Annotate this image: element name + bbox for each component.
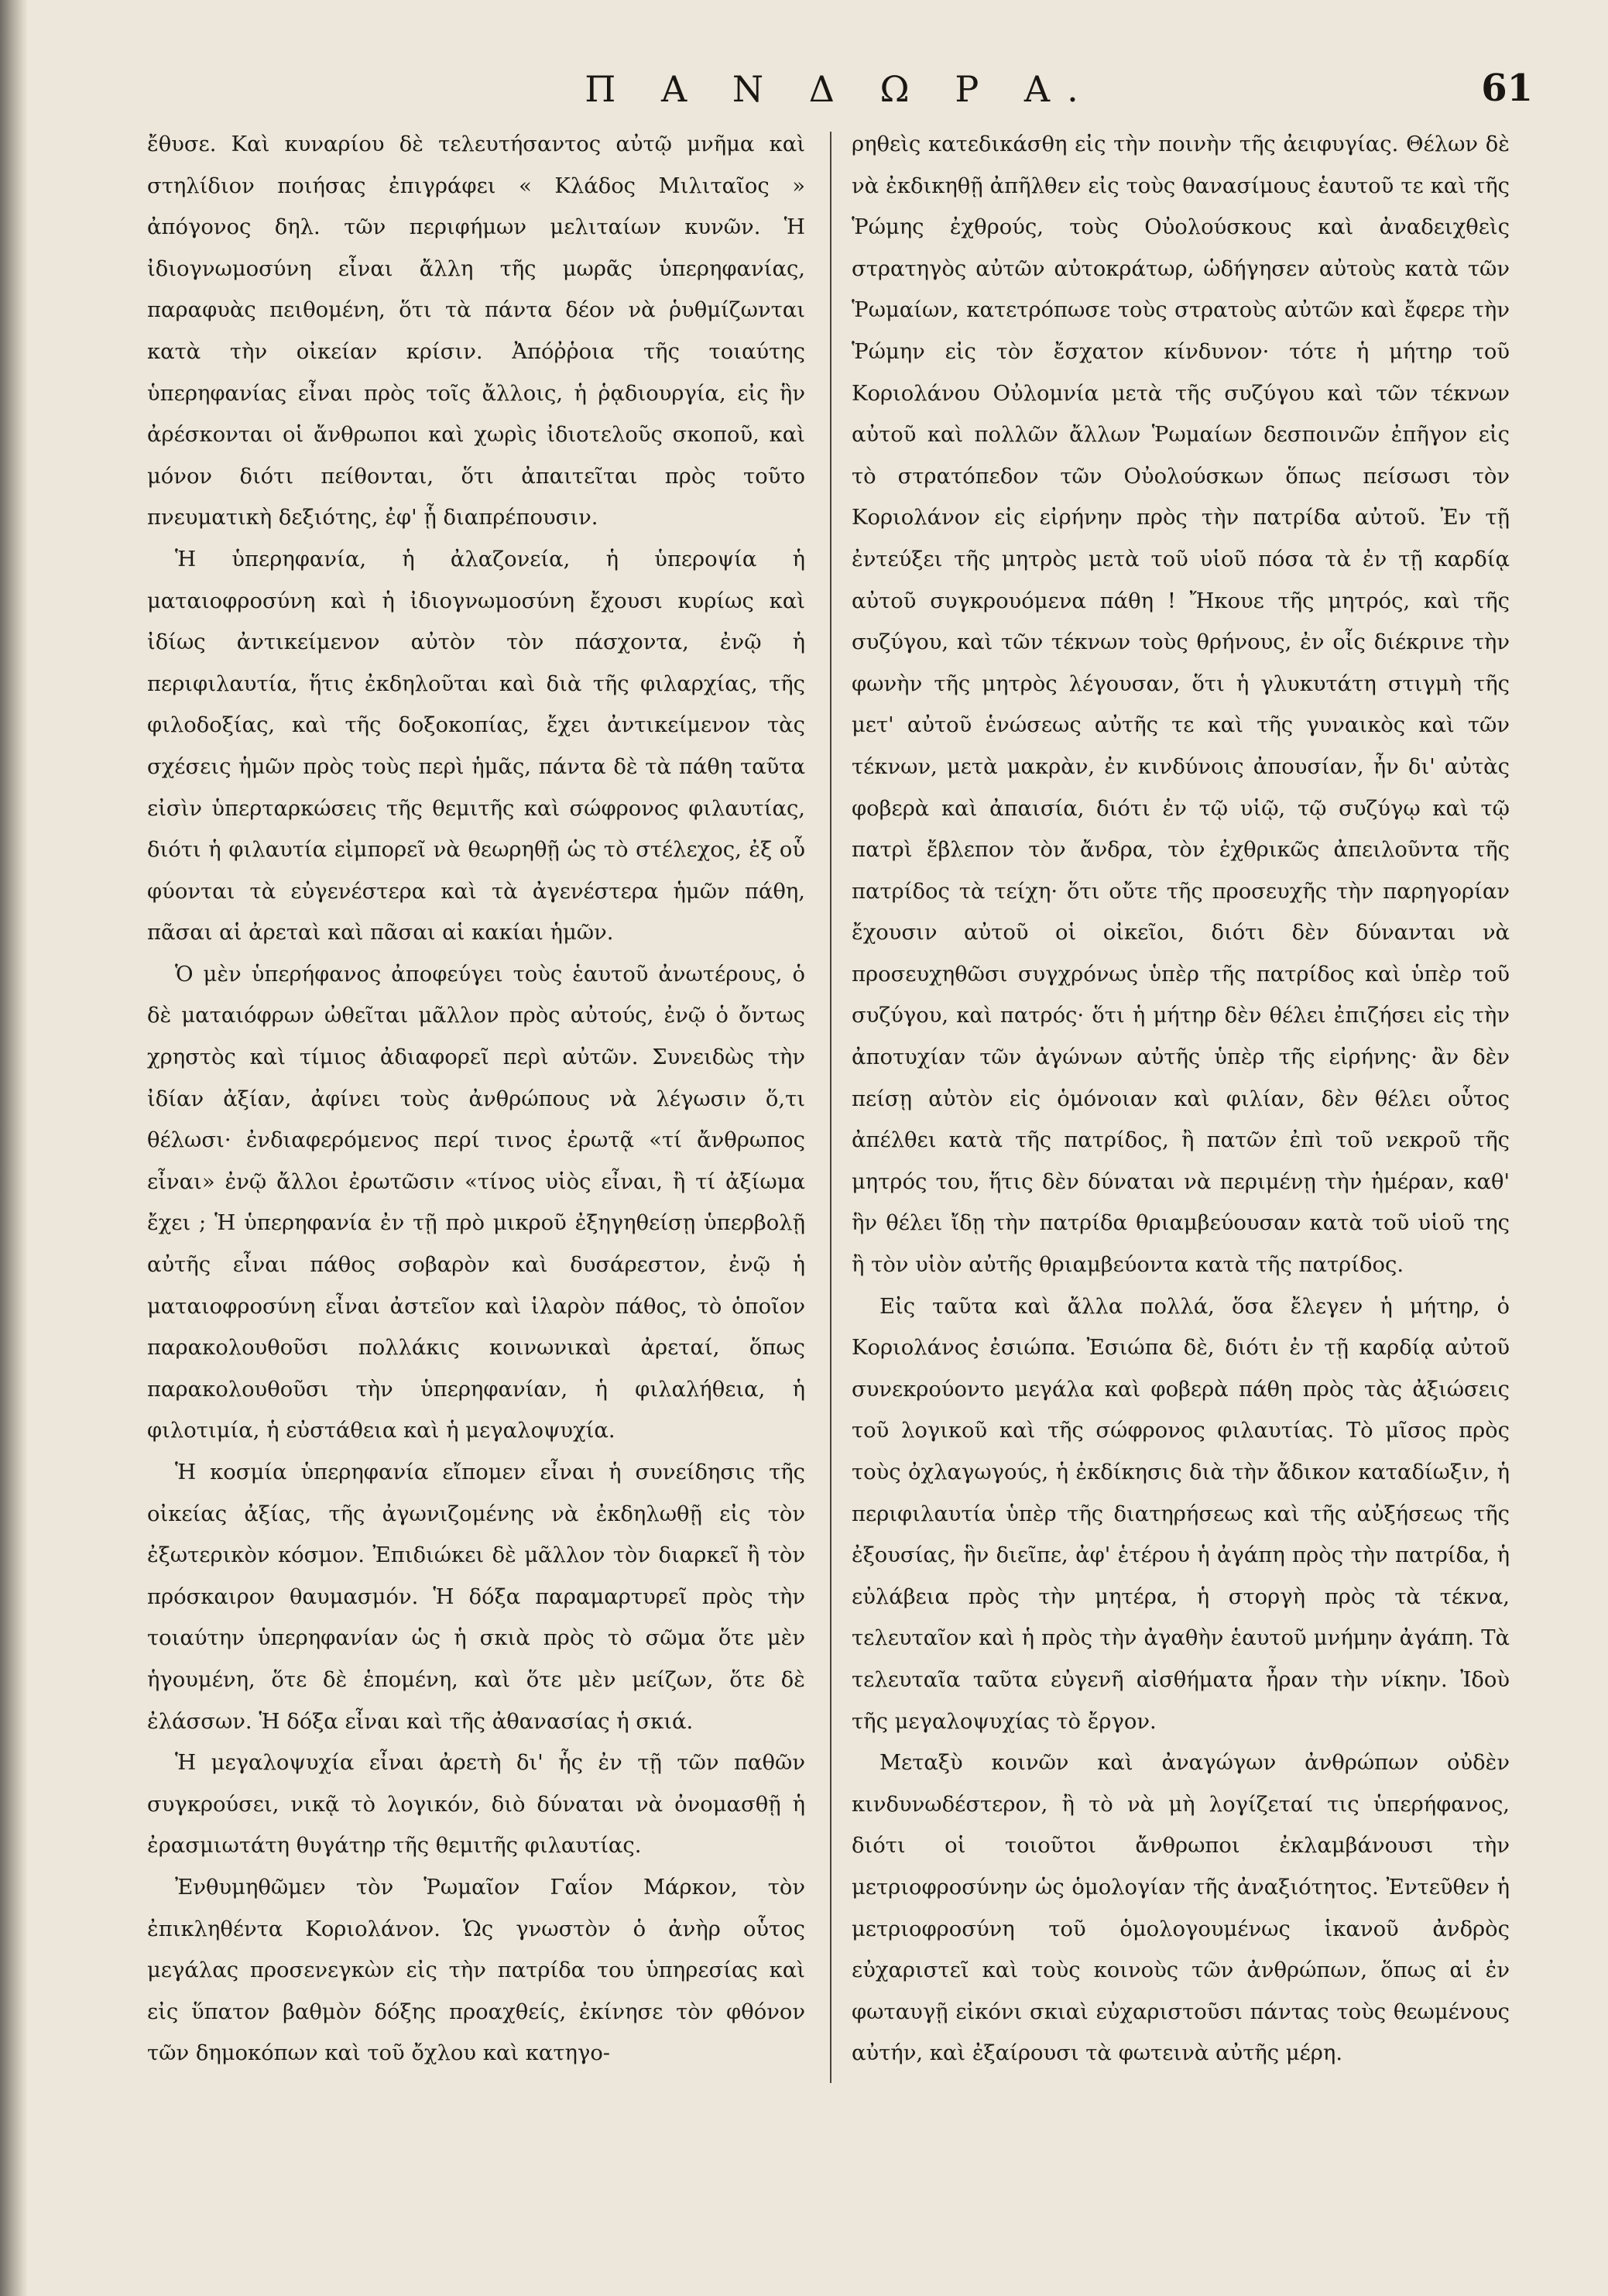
page-number: 61 (1481, 67, 1533, 110)
paragraph: Ἡ κοσμία ὑπερηφανία εἴπομεν εἶναι ἡ συνείδησις τῆς οἰκείας ἀξίας, τῆς ἀγωνιζομένης νὰ ἐκδηλωθῇ εἰς τὸν ἐξωτερικὸν κόσμον. Ἐπιδιώκει δὲ μᾶλλον τὸν διαρκεῖ ἢ τὸν πρόσκαιρον θαυμασμόν. Ἡ δόξα παραμαρτυρεῖ πρὸς τὴν τοιαύτην ὑπερηφανίαν ὡς ἡ σκιὰ πρὸς τὸ σῶμα ὅτε μὲν ἡγουμένη, ὅτε δὲ ἑπομένη, καὶ ὅτε μὲν μείζων, ὅτε δὲ ἐλάσσων. Ἡ δόξα εἶναι καὶ τῆς ἀθανασίας ἡ σκιά. (147, 1460, 805, 1734)
page-header (147, 62, 1533, 124)
paragraph: ρηθεὶς κατεδικάσθη εἰς τὴν ποινὴν τῆς ἀειφυγίας. Θέλων δὲ νὰ ἐκδικηθῇ ἀπῆλθεν εἰς τοὺς θανασίμους ἑαυτοῦ τε καὶ τῆς Ῥώμης ἐχθρούς, τοὺς Οὐολούσκους καὶ ἀναδειχθεὶς στρατηγὸς αὐτῶν αὐτοκράτωρ, ὡδήγησεν αὐτοὺς κατὰ τῶν Ῥωμαίων, κατετρόπωσε τοὺς στρατοὺς αὐτῶν καὶ ἔφερε τὴν Ῥώμην εἰς τὸν ἔσχατον κίνδυνον· τότε ἡ μήτηρ τοῦ Κοριολάνου Οὐλομνία μετὰ τῆς συζύγου καὶ τῶν τέκνων αὐτοῦ καὶ πολλῶν ἄλλων Ῥωμαίων δεσποινῶν ἐπῆγον εἰς τὸ στρατόπεδον τῶν Οὐολούσκων ὅπως πείσωσι τὸν Κοριολάνον εἰς εἰρήνην πρὸς τὴν πατρίδα αὐτοῦ. Ἐν τῇ ἐντεύξει τῆς μητρὸς μετὰ τοῦ υἱοῦ πόσα τὰ ἐν τῇ καρδίᾳ αὐτοῦ συγκρουόμενα πάθη ! Ἤκουε τῆς μητρός, καὶ τῆς συζύγου, καὶ τῶν τέκνων τοὺς θρήνους, ἐν οἷς διέκρινε τὴν φωνὴν τῆς μητρὸς λέγουσαν, ὅτι ἡ γλυκυτάτη στιγμὴ τῆς μετ' αὐτοῦ ἑνώσεως αὐτῆς τε καὶ τῆς γυναικὸς καὶ τῶν τέκνων, μετὰ μακρὰν, ἐν κινδύνοις ἀπουσίαν, ἦν δι' αὐτὰς φοβερὰ καὶ ἀπαισία, διότι ἐν τῷ υἱῷ, τῷ συζύγῳ καὶ τῷ πατρὶ ἔβλεπον τὸν ἄνδρα, τὸν ἐχθρικῶς ἀπειλοῦντα τῆς πατρίδος τὰ τείχη· ὅτι οὔτε τῆς προσευχῆς τὴν παρηγορίαν ἔχουσιν αὐτοῦ οἱ οἰκεῖοι, διότι δὲν δύνανται νὰ προσευχηθῶσι συγχρόνως ὑπὲρ τῆς πατρίδος καὶ ὑπὲρ τοῦ συζύγου, καὶ πατρός· ὅτι ἡ μήτηρ δὲν θέλει ἐπιζήσει εἰς τὴν ἀποτυχίαν τῶν ἀγώνων αὐτῆς ὑπὲρ τῆς εἰρήνης· ἂν δὲν πείσῃ αὐτὸν εἰς ὁμόνοιαν καὶ φιλίαν, δὲν θέλει οὗτος ἀπέλθει κατὰ τῆς πατρίδος, ἢ πατῶν ἐπὶ τοῦ νεκροῦ τῆς μητρός του, ἥτις δὲν δύναται νὰ περιμένῃ τὴν ἡμέραν, καθ' ἣν θέλει ἴδῃ τὴν πατρίδα θριαμβεύουσαν κατὰ τοῦ υἱοῦ της ἢ τὸν υἱὸν αὐτῆς θριαμβεύοντα κατὰ τῆς πατρίδος. (852, 132, 1510, 1278)
left-column (147, 124, 805, 2246)
book-page (147, 46, 1533, 2261)
binding-shadow (0, 0, 28, 2296)
paragraph: Ἡ μεγαλοψυχία εἶναι ἀρετὴ δι' ἧς ἐν τῇ τῶν παθῶν συγκρούσει, νικᾷ τὸ λογικόν, διὸ δύναται νὰ ὀνομασθῇ ἡ ἐρασμιωτάτη θυγάτηρ τῆς θεμιτῆς φιλαυτίας. (147, 1751, 805, 1858)
column-divider (830, 132, 831, 2083)
paragraph: Μεταξὺ κοινῶν καὶ ἀναγώγων ἀνθρώπων οὐδὲν κινδυνωδέστερον, ἢ τὸ νὰ μὴ λογίζεταί τις ὑπερήφανος, διότι οἱ τοιοῦτοι ἄνθρωποι ἐκλαμβάνουσι τὴν μετριοφροσύνην ὡς ὁμολογίαν τῆς ἀναξιότητος. Ἐντεῦθεν ἡ μετριοφροσύνη τοῦ ὁμολογουμένως ἱκανοῦ ἀνδρὸς εὐχαριστεῖ καὶ τοὺς κοινοὺς τῶν ἀνθρώπων, ὅπως αἱ ἐν φωταυγῇ εἰκόνι σκιαὶ εὐχαριστοῦσι πάντας τοὺς θεωμένους αὐτήν, καὶ ἐξαίρουσι τὰ φωτεινὰ αὐτῆς μέρη. (852, 1751, 1510, 2066)
paragraph: Εἰς ταῦτα καὶ ἄλλα πολλά, ὅσα ἔλεγεν ἡ μήτηρ, ὁ Κοριολάνος ἐσιώπα. Ἐσιώπα δὲ, διότι ἐν τῇ καρδίᾳ αὐτοῦ συνεκρούοντο μεγάλα καὶ φοβερὰ πάθη πρὸς τὰς ἀξιώσεις τοῦ λογικοῦ καὶ τῆς σώφρονος φιλαυτίας. Τὸ μῖσος πρὸς τοὺς ὀχλαγωγούς, ἡ ἐκδίκησις διὰ τὴν ἄδικον καταδίωξιν, ἡ περιφιλαυτία ὑπὲρ τῆς διατηρήσεως καὶ τῆς αὐξήσεως τῆς ἐξουσίας, ἣν διεῖπε, ἀφ' ἑτέρου ἡ ἀγάπη πρὸς τὴν πατρίδα, ἡ εὐλάβεια πρὸς τὴν μητέρα, ἡ στοργὴ πρὸς τὰ τέκνα, τελευταῖον καὶ ἡ πρὸς τὴν ἀγαθὴν ἑαυτοῦ μνήμην ἀγάπη. Τὰ τελευταῖα ταῦτα εὐγενῆ αἰσθήματα ἦραν τὴν νίκην. Ἰδοὺ τῆς μεγαλοψυχίας τὸ ἔργον. (852, 1294, 1510, 1734)
paragraph: Ἐνθυμηθῶμεν τὸν Ῥωμαῖον Γαΐον Μάρκον, τὸν ἐπικληθέντα Κοριολάνον. Ὡς γνωστὸν ὁ ἀνὴρ οὗτος μεγάλας προσενεγκὼν εἰς τὴν πατρίδα του ὑπηρεσίας καὶ εἰς ὕπατον βαθμὸν δόξης προαχθείς, ἐκίνησε τὸν φθόνον τῶν δημοκόπων καὶ τοῦ ὄχλου καὶ κατηγο- (147, 1875, 805, 2066)
paragraph: Ἡ ὑπερηφανία, ἡ ἀλαζονεία, ἡ ὑπεροψία ἡ ματαιοφροσύνη καὶ ἡ ἰδιογνωμοσύνη ἔχουσι κυρίως καὶ ἰδίως ἀντικείμενον αὐτὸν τὸν πάσχοντα, ἐνῷ ἡ περιφιλαυτία, ἥτις ἐκδηλοῦται καὶ διὰ τῆς φιλαρχίας, τῆς φιλοδοξίας, καὶ τῆς δοξοκοπίας, ἔχει ἀντικείμενον τὰς σχέσεις ἡμῶν πρὸς τοὺς περὶ ἡμᾶς, πάντα δὲ τὰ πάθη ταῦτα εἰσὶν ὑπερταρκώσεις τῆς θεμιτῆς καὶ σώφρονος φιλαυτίας, διότι ἡ φιλαυτία εἰμπορεῖ νὰ θεωρηθῇ ὡς τὸ στέλεχος, ἐξ οὗ φύονται τὰ εὐγενέστερα καὶ τὰ ἀγενέστερα ἡμῶν πάθη, πᾶσαι αἱ ἀρεταὶ καὶ πᾶσαι αἱ κακίαι ἡμῶν. (147, 547, 805, 946)
paragraph: Ὁ μὲν ὑπερήφανος ἀποφεύγει τοὺς ἑαυτοῦ ἀνωτέρους, ὁ δὲ ματαιόφρων ὠθεῖται μᾶλλον πρὸς αὐτούς, ἐνῷ ὁ ὄντως χρηστὸς καὶ τίμιος ἀδιαφορεῖ περὶ αὐτῶν. Συνειδὼς τὴν ἰδίαν ἀξίαν, ἀφίνει τοὺς ἀνθρώπους νὰ λέγωσιν ὅ,τι θέλωσι· ἐνδιαφερόμενος περί τινος ἐρωτᾷ «τί ἄνθρωπος εἶναι» ἐνῷ ἄλλοι ἐρωτῶσιν «τίνος υἱὸς εἶναι, ἢ τί ἀξίωμα ἔχει ; Ἡ ὑπερηφανία ἐν τῇ πρὸ μικροῦ ἐξηγηθείσῃ ὑπερβολῇ αὐτῆς εἶναι πάθος σοβαρὸν καὶ δυσάρεστον, ἐνῷ ἡ ματαιοφροσύνη εἶναι ἀστεῖον καὶ ἱλαρὸν πάθος, τὸ ὁποῖον παρακολουθοῦσι πολλάκις κοινωνικαὶ ἀρεταί, ὅπως παρακολουθοῦσι τὴν ὑπερηφανίαν, ἡ φιλαλήθεια, ἡ φιλοτιμία, ἡ εὐστάθεια καὶ ἡ μεγαλοψυχία. (147, 962, 805, 1443)
right-column (852, 124, 1510, 2246)
paragraph: ἔθυσε. Καὶ κυναρίου δὲ τελευτήσαντος αὐτῷ μνῆμα καὶ στηλίδιον ποιήσας ἐπιγράφει « Κλάδος Μιλιταῖος » ἀπόγονος δηλ. τῶν περιφήμων μελιταίων κυνῶν. Ἡ ἰδιογνωμοσύνη εἶναι ἄλλη τῆς μωρᾶς ὑπερηφανίας, παραφυὰς πειθομένη, ὅτι τὰ πάντα δέον νὰ ῥυθμίζωνται κατὰ τὴν οἰκείαν κρίσιν. Ἀπόῤῥοια τῆς τοιαύτης ὑπερηφανίας εἶναι πρὸς τοῖς ἄλλοις, ἡ ῥᾳδιουργία, εἰς ἣν ἀρέσκονται οἱ ἄνθρωποι καὶ χωρὶς ἰδιοτελοῦς σκοποῦ, καὶ μόνον διότι πείθονται, ὅτι ἀπαιτεῖται πρὸς τοῦτο πνευματικὴ δεξιότης, ἐφ' ᾗ διαπρέπουσιν. (147, 132, 805, 530)
running-title: Π Α Ν Δ Ω Ρ Α. (585, 68, 1095, 110)
